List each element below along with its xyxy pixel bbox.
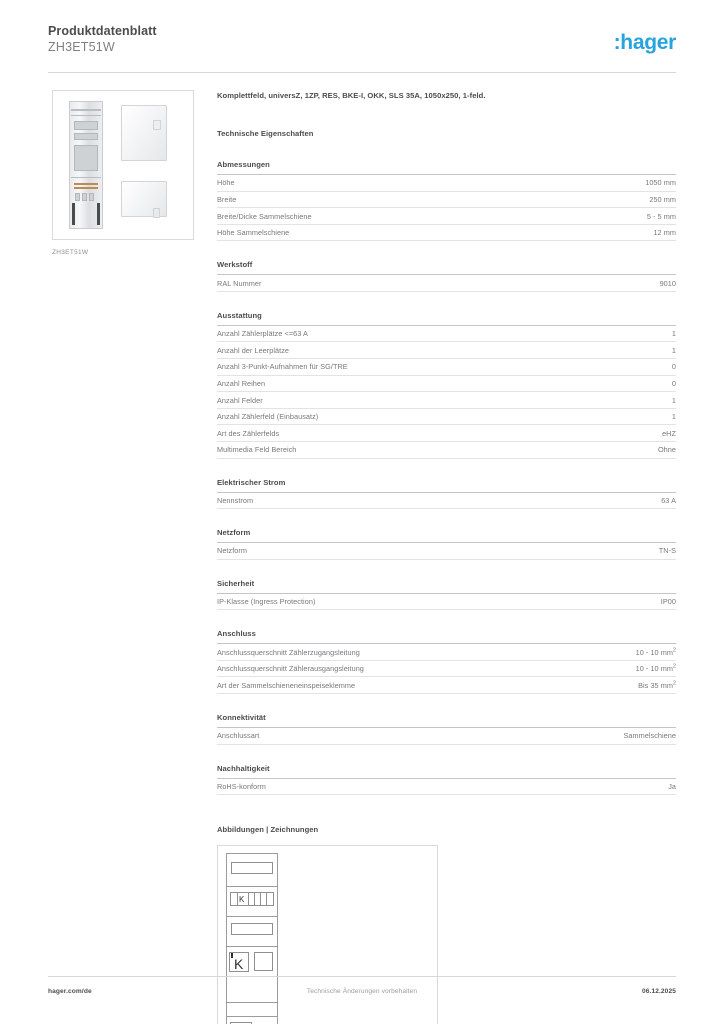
spec-label: Anschlussquerschnitt Zählerausgangsleitung xyxy=(217,664,364,674)
drawing-segment xyxy=(237,893,238,905)
spec-row xyxy=(217,225,676,242)
spec-row xyxy=(217,326,676,343)
frame-crossbar xyxy=(71,115,101,116)
spec-value-superscript: 2 xyxy=(673,680,676,687)
spec-row xyxy=(217,175,676,192)
spec-label: Anzahl Zählerplätze <=63 A xyxy=(217,329,308,339)
spec-group-title: Konnektivität xyxy=(217,713,676,728)
spec-value: eHZ xyxy=(662,428,676,438)
spec-value-text: 10 - 10 mm xyxy=(635,664,673,674)
frame-crossbar xyxy=(71,109,101,111)
spec-value: Ja xyxy=(668,781,676,791)
spec-value: 12 mm xyxy=(653,228,676,238)
spec-group xyxy=(217,629,676,694)
drawing-empty-slot xyxy=(231,862,273,874)
spec-row xyxy=(217,425,676,442)
spec-value: 0 xyxy=(671,362,676,372)
drawing-divider xyxy=(227,916,277,917)
spec-row xyxy=(217,342,676,359)
spec-row xyxy=(217,192,676,209)
spec-value-text: 10 - 10 mm xyxy=(635,647,673,657)
spec-row xyxy=(217,208,676,225)
spec-group xyxy=(217,260,676,292)
spec-group xyxy=(217,713,676,745)
spec-group xyxy=(217,160,676,241)
drawing-segment xyxy=(260,893,261,905)
hager-logo: :hager xyxy=(613,31,676,54)
spec-group xyxy=(217,579,676,611)
spec-label: Art der Sammelschieneneinspeiseklemme xyxy=(217,680,356,690)
specifications-table xyxy=(217,160,676,795)
spec-value: 1050 mm xyxy=(645,178,676,188)
spec-label: Anschlussart xyxy=(217,731,260,741)
side-rail xyxy=(97,203,100,225)
spec-group-title: Ausstattung xyxy=(217,311,676,326)
spec-row xyxy=(217,409,676,426)
busbar xyxy=(74,187,98,189)
spec-group-title: Netzform xyxy=(217,528,676,543)
spec-row xyxy=(217,275,676,292)
spec-group-title: Anschluss xyxy=(217,629,676,644)
busbar xyxy=(74,183,98,185)
drawing-label-k-small: K xyxy=(239,895,245,905)
terminal xyxy=(75,193,80,201)
technical-properties-heading: Technische Eigenschaften xyxy=(217,129,314,138)
spec-label: Breite xyxy=(217,194,237,204)
spec-value: 1 xyxy=(671,329,676,339)
product-reference: ZH3ET51W xyxy=(48,40,115,54)
cover-slot xyxy=(153,208,160,218)
spec-group xyxy=(217,478,676,510)
spec-row xyxy=(217,442,676,459)
footer-divider xyxy=(48,976,676,977)
spec-row xyxy=(217,728,676,745)
drawing-device-row xyxy=(230,892,274,906)
header-divider xyxy=(48,72,676,73)
spec-group-title: Abmessungen xyxy=(217,160,676,175)
spec-value: Sammelschiene xyxy=(623,731,676,741)
spec-row xyxy=(217,376,676,393)
drawing-marker xyxy=(231,953,233,958)
spec-value: IP00 xyxy=(660,597,676,607)
spec-row xyxy=(217,644,676,661)
drawing-empty-slot xyxy=(231,923,273,935)
spec-label: Anzahl 3-Punkt-Aufnahmen für SG/TRE xyxy=(217,362,348,372)
spec-group xyxy=(217,764,676,796)
product-image-block xyxy=(52,90,194,256)
page-title: Produktdatenblatt xyxy=(48,24,157,38)
spec-value xyxy=(638,681,676,690)
drawing-cabinet-outline xyxy=(226,853,278,1024)
side-rail xyxy=(72,203,75,225)
spec-group-title: Elektrischer Strom xyxy=(217,478,676,493)
spec-value-text: Bis 35 mm xyxy=(638,680,673,690)
cover-panel-bottom xyxy=(121,181,167,217)
spec-row xyxy=(217,779,676,796)
drawing-divider xyxy=(227,1002,277,1003)
spec-row xyxy=(217,677,676,694)
spec-group xyxy=(217,528,676,560)
spec-label: RoHS-konform xyxy=(217,781,266,791)
spec-label: Breite/Dicke Sammelschiene xyxy=(217,211,312,221)
spec-value: 1 xyxy=(671,395,676,405)
spec-value xyxy=(636,664,676,673)
drawing-divider xyxy=(227,1016,277,1017)
spec-label: Anschlussquerschnitt Zählerzugangsleitung xyxy=(217,647,360,657)
spec-label: Nennstrom xyxy=(217,495,254,505)
spec-label: Höhe xyxy=(217,178,235,188)
drawing-label-k-large: K xyxy=(234,956,244,973)
spec-label: Multimedia Feld Bereich xyxy=(217,445,297,455)
meter-window xyxy=(74,145,98,171)
spec-row xyxy=(217,392,676,409)
product-photo xyxy=(52,90,194,240)
spec-group-title: Nachhaltigkeit xyxy=(217,764,676,779)
spec-row xyxy=(217,543,676,560)
drawing-divider xyxy=(227,946,277,947)
content-column xyxy=(217,90,676,1024)
drawing-segment xyxy=(266,893,267,905)
spec-group-title: Sicherheit xyxy=(217,579,676,594)
product-image-caption: ZH3ET51W xyxy=(52,249,89,256)
footer-date: 06.12.2025 xyxy=(641,988,676,995)
product-description: Komplettfeld, universZ, 1ZP, RES, BKE-I, OKK, SLS 35A, 1050x250, 1-feld. xyxy=(217,91,486,100)
terminal xyxy=(89,193,94,201)
spec-label: Art des Zählerfelds xyxy=(217,428,280,438)
spec-label: Netzform xyxy=(217,546,247,556)
spec-label: Anzahl Reihen xyxy=(217,379,266,389)
page-header xyxy=(48,24,676,72)
product-photo-graphic xyxy=(63,99,183,231)
spec-group xyxy=(217,311,676,459)
spec-row xyxy=(217,359,676,376)
spec-label: IP-Klasse (Ingress Protection) xyxy=(217,597,316,607)
spec-label: Anzahl Zählerfeld (Einbausatz) xyxy=(217,412,319,422)
page-footer xyxy=(48,986,676,998)
cover-panel-top xyxy=(121,105,167,161)
spec-row xyxy=(217,594,676,611)
drawing-divider xyxy=(227,886,277,887)
drawing-segment xyxy=(248,893,249,905)
spec-value: 5 - 5 mm xyxy=(646,211,676,221)
spec-label: Höhe Sammelschiene xyxy=(217,228,290,238)
spec-value: 63 A xyxy=(661,495,676,505)
spec-value: 0 xyxy=(671,379,676,389)
spec-value: 250 mm xyxy=(649,194,676,204)
spec-label: Anzahl der Leerplätze xyxy=(217,345,290,355)
spec-row xyxy=(217,661,676,678)
cover-latch xyxy=(153,120,161,130)
spec-value: TN-S xyxy=(658,546,676,556)
drawing-segment xyxy=(254,893,255,905)
drawings-heading: Abbildungen | Zeichnungen xyxy=(217,825,319,835)
spec-value-superscript: 2 xyxy=(673,647,676,654)
frame-crossbar xyxy=(71,177,101,178)
spec-value: 9010 xyxy=(659,278,676,288)
drawing-meter-k xyxy=(229,952,249,972)
spec-value-superscript: 2 xyxy=(673,663,676,670)
spec-value: 1 xyxy=(671,412,676,422)
spec-value xyxy=(636,648,676,657)
frame-module xyxy=(74,133,98,140)
frame-module xyxy=(74,121,98,130)
spec-row xyxy=(217,493,676,510)
spec-value: 1 xyxy=(671,345,676,355)
spec-label: RAL Nummer xyxy=(217,278,262,288)
footer-website[interactable]: hager.com/de xyxy=(48,988,92,995)
spec-value: Ohne xyxy=(657,445,676,455)
drawing-meter-blank xyxy=(254,952,273,971)
terminal xyxy=(82,193,87,201)
footer-disclaimer: Technische Änderungen vorbehalten xyxy=(306,988,418,995)
spec-group-title: Werkstoff xyxy=(217,260,676,275)
spec-label: Anzahl Felder xyxy=(217,395,263,405)
